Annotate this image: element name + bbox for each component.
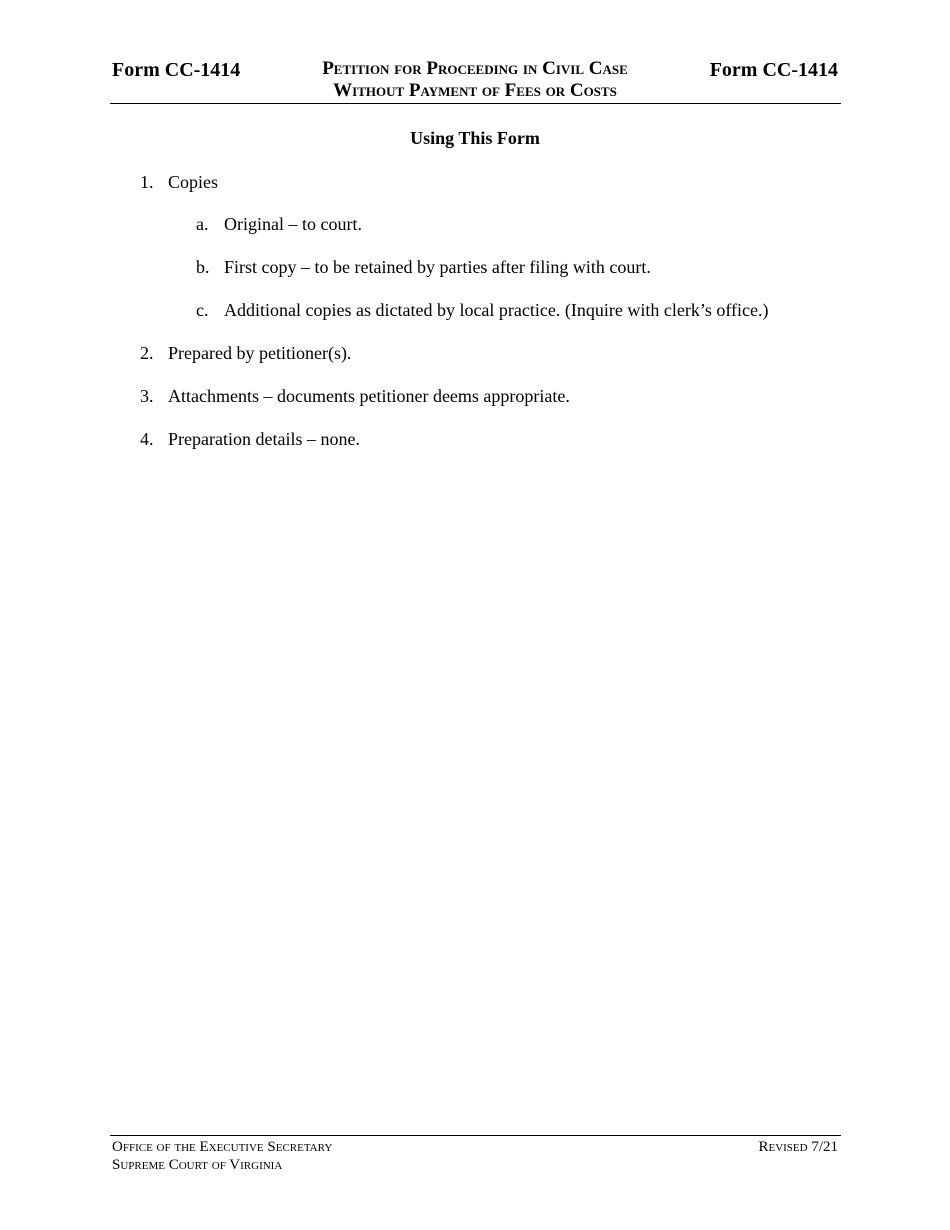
footer-office-line-1: Office of the Executive Secretary xyxy=(112,1139,333,1155)
sub-item-marker: b. xyxy=(196,257,210,277)
footer-divider xyxy=(110,1135,841,1136)
sub-item-text: Original – to court. xyxy=(224,214,362,234)
document-header xyxy=(110,56,840,102)
document-title xyxy=(270,58,680,102)
sub-item-text: Additional copies as dictated by local practice. (Inquire with clerk’s office.) xyxy=(224,300,769,320)
sub-item-text: First copy – to be retained by parties after filing with court. xyxy=(224,257,651,277)
sub-item-marker: c. xyxy=(196,300,209,320)
list-marker: 3. xyxy=(140,386,154,406)
document-title-line-2: Without Payment of Fees or Costs xyxy=(333,80,617,101)
document-title-line-1: Petition for Proceeding in Civil Case xyxy=(322,58,628,79)
footer-revision: Revised 7/21 xyxy=(758,1139,838,1155)
list-marker: 2. xyxy=(140,343,154,363)
footer-office-line-2: Supreme Court of Virginia xyxy=(112,1157,283,1173)
list-marker: 4. xyxy=(140,429,154,449)
sub-item-marker: a. xyxy=(196,214,209,234)
list-item-text: Preparation details – none. xyxy=(168,429,360,449)
list-item-text: Attachments – documents petitioner deems appropriate. xyxy=(168,386,570,406)
list-marker: 1. xyxy=(140,172,154,192)
list-item-text: Prepared by petitioner(s). xyxy=(168,343,352,363)
header-divider xyxy=(110,103,841,104)
footer-office xyxy=(112,1138,332,1174)
form-number-left: Form CC-1414 xyxy=(112,59,241,81)
list-item-text: Copies xyxy=(168,172,219,192)
section-title: Using This Form xyxy=(410,128,540,148)
form-number-right: Form CC-1414 xyxy=(709,59,838,81)
